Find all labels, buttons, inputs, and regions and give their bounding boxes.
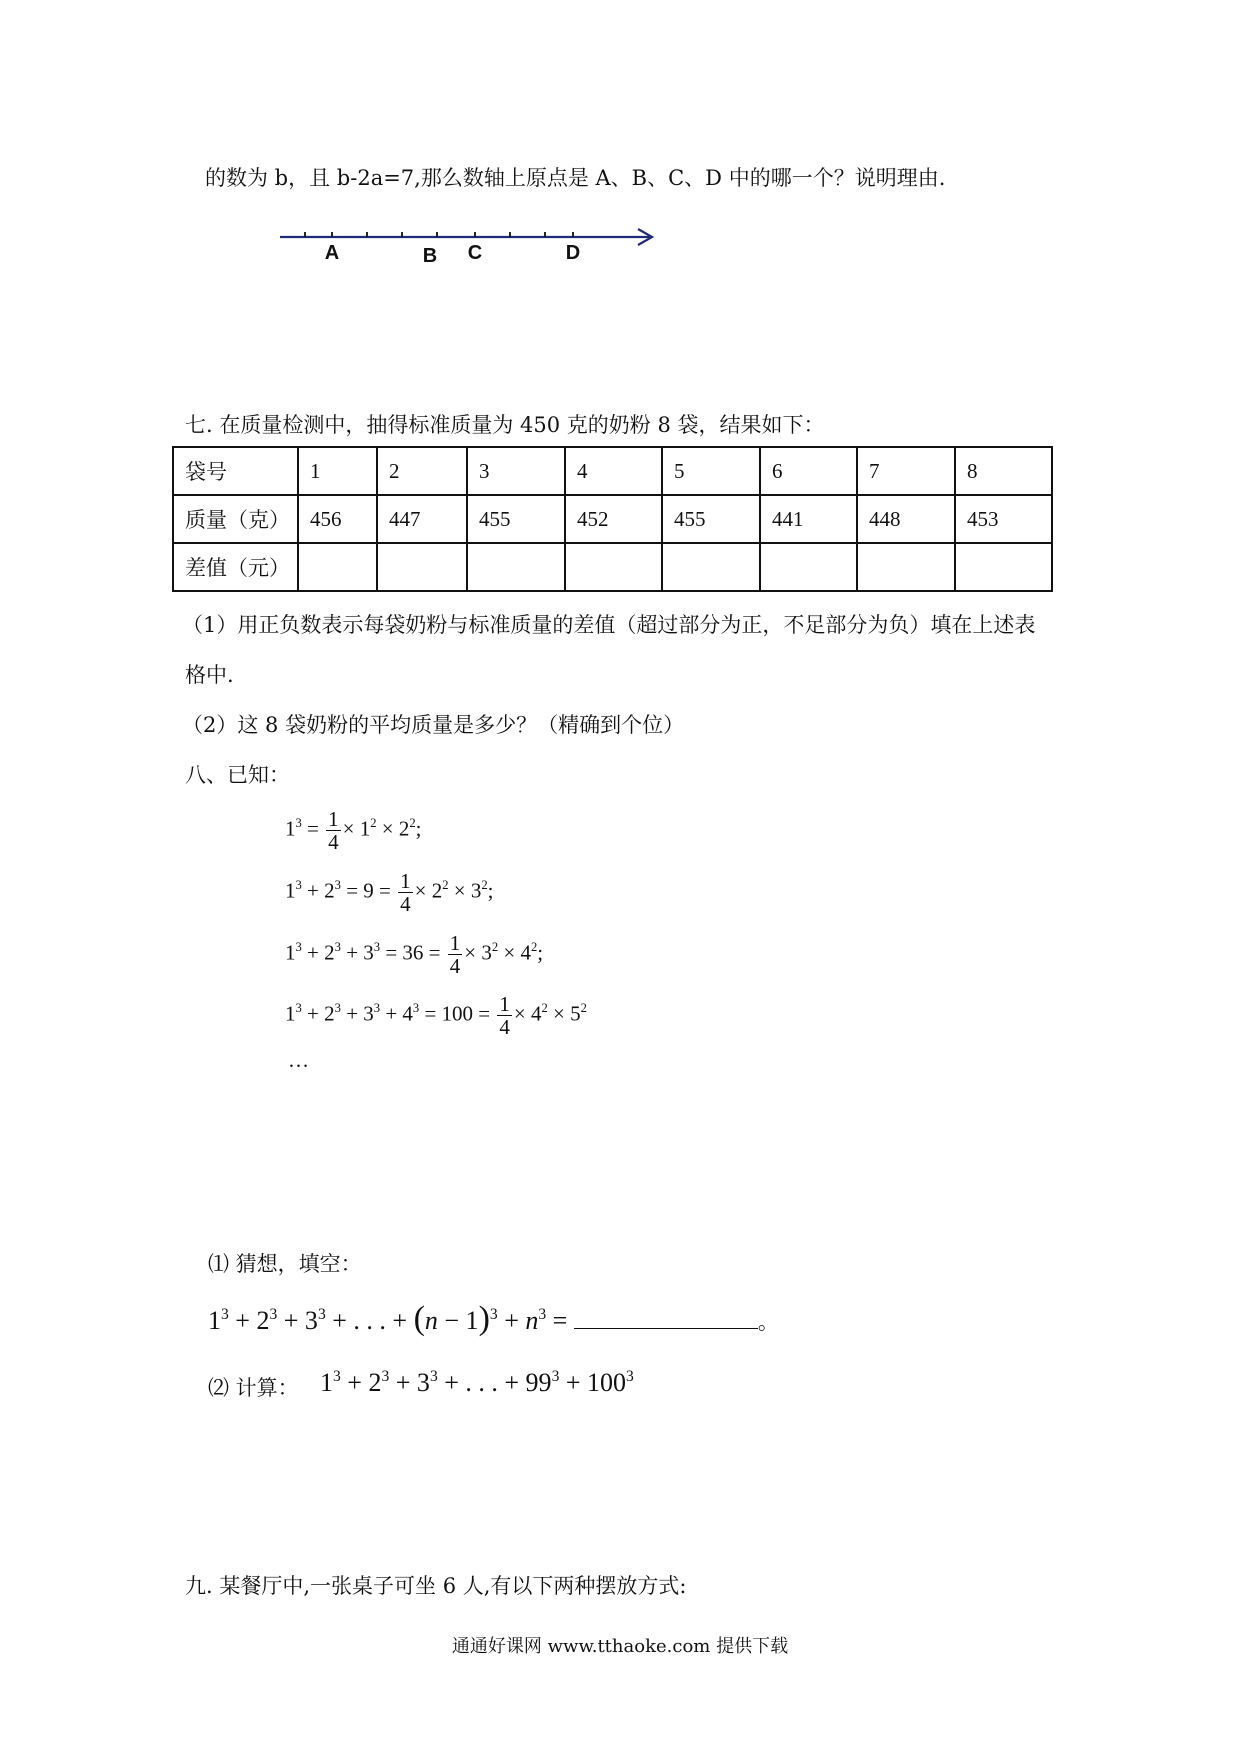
sum-expression: $1^3 + 2^3 + 3^3$ + . . . + $99^3 + 100^3$ [320, 1367, 634, 1397]
q8-part1-label: ⑴ 猜想，填空： [208, 1252, 362, 1276]
table-row-differences [173, 543, 1052, 591]
table-row-bag-numbers [173, 447, 1052, 495]
fraction-quarter: $\frac{1}{4}$ [400, 869, 411, 917]
identity-4: $1^3 + 2^3 + 3^3 + 4^3 = 100$ = $\frac{1}{4}$ × $4^2 \times 5^2$ [285, 992, 587, 1040]
point-label-a: A [324, 242, 340, 264]
cell-mass-2: 447 [377, 495, 467, 543]
q7-title: 七. 在质量检测中，抽得标准质量为 450 克的奶粉 8 袋，结果如下： [185, 413, 825, 437]
cell-diff-4 [565, 543, 662, 591]
cell-mass-7: 448 [857, 495, 955, 543]
cell-diff-3 [467, 543, 565, 591]
page-footer: 通通好课网 www.tthaoke.com 提供下载 [451, 1636, 789, 1657]
cell-mass-8: 453 [955, 495, 1052, 543]
number-line [270, 222, 670, 272]
cell-bag-7: 7 [857, 447, 955, 495]
fraction-quarter: $\frac{1}{4}$ [328, 807, 339, 855]
cell-mass-4: 452 [565, 495, 662, 543]
q7-part1-line1: （1）用正负数表示每袋奶粉与标准质量的差值（超过部分为正，不足部分为负）填在上述表 [182, 613, 1036, 637]
q8-part2-label: ⑵ 计算： [208, 1376, 299, 1400]
point-label-c: C [467, 242, 483, 264]
q7-part1-line2: 格中. [185, 663, 234, 687]
table-row-masses [173, 495, 1052, 543]
cell-mass-1: 456 [298, 495, 377, 543]
identity-1: $1^3$ = $\frac{1}{4}$ × $1^2 \times 2^2$; [285, 807, 422, 855]
ellipsis: … [288, 1048, 309, 1072]
row-header-mass: 质量（克） [173, 495, 298, 543]
q8-title: 八、已知： [185, 763, 290, 787]
cell-bag-5: 5 [662, 447, 760, 495]
cell-bag-8: 8 [955, 447, 1052, 495]
conjecture-formula: $1^3 + 2^3 + 3^3$ + . . . + $(n - 1)^3 + n^3$ = 。 [208, 1300, 779, 1337]
cell-mass-3: 455 [467, 495, 565, 543]
q9-title: 九. 某餐厅中,一张桌子可坐 6 人,有以下两种摆放方式: [185, 1574, 687, 1598]
q6-continuation-text: 的数为 b，且 b-2a=7,那么数轴上原点是 A、B、C、D 中的哪一个？说明理由. [205, 166, 946, 190]
row-header-bag-number: 袋号 [173, 447, 298, 495]
cell-bag-1: 1 [298, 447, 377, 495]
point-label-d: D [565, 242, 581, 264]
cell-bag-2: 2 [377, 447, 467, 495]
cell-diff-2 [377, 543, 467, 591]
answer-blank[interactable] [574, 1308, 758, 1329]
point-label-b: B [422, 245, 438, 267]
row-header-difference: 差值（元） [173, 543, 298, 591]
cell-diff-6 [760, 543, 857, 591]
cell-diff-8 [955, 543, 1052, 591]
cell-bag-6: 6 [760, 447, 857, 495]
cell-diff-7 [857, 543, 955, 591]
q7-part2: （2）这 8 袋奶粉的平均质量是多少？（精确到个位） [182, 713, 685, 737]
cell-diff-5 [662, 543, 760, 591]
cell-mass-6: 441 [760, 495, 857, 543]
fraction-quarter: $\frac{1}{4}$ [499, 992, 510, 1040]
cell-bag-4: 4 [565, 447, 662, 495]
cell-mass-5: 455 [662, 495, 760, 543]
cell-bag-3: 3 [467, 447, 565, 495]
identity-3: $1^3 + 2^3 + 3^3 = 36$ = $\frac{1}{4}$ × $3^2 \times 4^2$; [285, 931, 544, 979]
cell-diff-1 [298, 543, 377, 591]
identity-2: $1^3 + 2^3 = 9$ = $\frac{1}{4}$ × $2^2 \times 3^2$; [285, 869, 494, 917]
quality-table [172, 446, 1053, 592]
fraction-quarter: $\frac{1}{4}$ [449, 931, 461, 979]
